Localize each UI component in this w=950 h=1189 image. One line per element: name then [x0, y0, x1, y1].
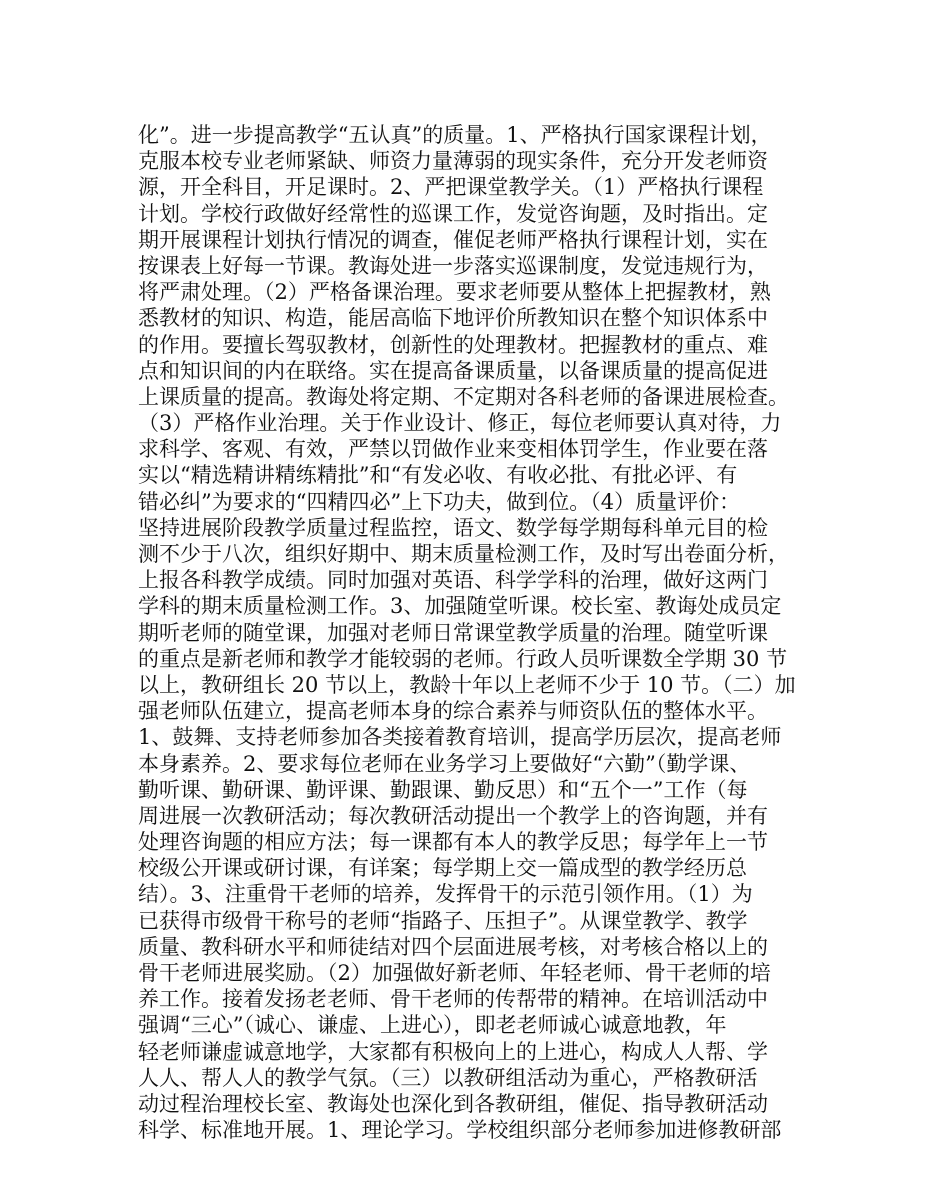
text-line: 养工作。接着发扬老老师、骨干老师的传帮带的精神。在培训活动中 — [138, 987, 768, 1012]
text-line: 人人、帮人人的教学气氛。（三）以教研组活动为重心，严格教研活 — [138, 1065, 758, 1090]
text-line: 期开展课程计划执行情况的调查，催促老师严格执行课程计划，实在 — [138, 227, 768, 252]
text-line: 求科学、客观、有效，严禁以罚做作业来变相体罚学生，作业要在落 — [138, 437, 768, 462]
text-line: 学科的期末质量检测工作。3、加强随堂听课。校长室、教诲处成员定 — [138, 594, 782, 619]
text-line: 悉教材的知识、构造，能居高临下地评价所教知识在整个知识体系中 — [138, 306, 768, 331]
text-line: 骨干老师进展奖励。（2）加强做好新老师、年轻老师、骨干老师的培 — [138, 961, 771, 985]
text-line: 强调“三心”（诚心、谦虚、上进心），即老老师诚心诚意地教，年 — [138, 1013, 727, 1038]
text-line: 的重点是新老师和教学才能较弱的老师。行政人员听课数全学期 30 节 — [138, 646, 788, 671]
text-line: 计划。学校行政做好经常性的巡课工作，发觉咨询题，及时指出。定 — [138, 201, 768, 226]
text-line: 实以“精选精讲精练精批”和“有发必收、有收必批、有批必评、有 — [138, 463, 738, 488]
text-line: 科学、标准地开展。1、理论学习。学校组织部分老师参加进修教研部 — [138, 1118, 782, 1143]
text-line: 源，开全科目，开足课时。2、严把课堂教学关。（1）严格执行课程 — [138, 175, 764, 200]
text-line: 化”。进一步提高教学“五认真”的质量。1、严格执行国家课程计划， — [138, 123, 772, 147]
text-line: 的作用。要擅长驾驭教材，创新性的处理教材。把握教材的重点、难 — [138, 332, 768, 357]
text-line: 动过程治理校长室、教诲处也深化到各教研组，催促、指导教研活动 — [138, 1091, 768, 1116]
text-line: 测不少于八次，组织好期中、期末质量检测工作，及时写出卷面分析， — [138, 542, 789, 566]
text-line: 已获得市级骨干称号的老师“指路子、压担子”。从课堂教学、教学 — [138, 908, 748, 933]
text-line: 上课质量的提高。教诲处将定期、不定期对各科老师的备课进展检查。 — [138, 384, 789, 409]
text-line: 上报各科教学成绩。同时加强对英语、科学学科的治理，做好这两门 — [138, 568, 768, 593]
text-line: 期听老师的随堂课，加强对老师日常课堂教学质量的治理。随堂听课 — [138, 620, 768, 645]
text-line: 勤听课、勤研课、勤评课、勤跟课、勤反思）和“五个一”工作（每 — [138, 777, 748, 802]
text-line: （3）严格作业治理。关于作业设计、修正，每位老师要认真对待，力 — [138, 411, 782, 436]
text-line: 强老师队伍建立，提高老师本身的综合素养与师资队伍的整体水平。 — [138, 699, 768, 724]
text-line: 周进展一次教研活动；每次教研活动提出一个教学上的咨询题，并有 — [138, 803, 768, 828]
text-line: 按课表上好每一节课。教诲处进一步落实巡课制度，发觉违规行为， — [138, 253, 768, 278]
text-line: 结）。3、注重骨干老师的培养，发挥骨干的示范引领作用。（1）为 — [138, 882, 753, 907]
text-line: 将严肃处理。（2）严格备课治理。要求老师要从整体上把握教材，熟 — [138, 280, 771, 305]
text-line: 以上，教研组长 20 节以上，教龄十年以上老师不少于 10 节。（二）加 — [138, 672, 796, 697]
text-line: 1、鼓舞、支持老师参加各类接着教育培训，提高学历层次，提高老师 — [138, 725, 782, 750]
text-line: 坚持进展阶段教学质量过程监控，语文、数学每学期每科单元目的检 — [138, 515, 768, 540]
text-line: 校级公开课或研讨课，有详案；每学期上交一篇成型的教学经历总 — [138, 856, 747, 881]
body-text — [138, 122, 828, 1143]
text-line: 质量、教科研水平和师徒结对四个层面进展考核，对考核合格以上的 — [138, 934, 768, 959]
text-line: 本身素养。2、要求每位老师在业务学习上要做好“六勤”（勤学课、 — [138, 751, 751, 776]
text-line: 处理咨询题的相应方法；每一课都有本人的教学反思；每学年上一节 — [138, 830, 768, 855]
text-line: 错必纠”为要求的“四精四必”上下功夫，做到位。（4）质量评价： — [138, 489, 741, 514]
text-line: 点和知识间的内在联络。实在提高备课质量，以备课质量的提高促进 — [138, 358, 768, 383]
text-line: 克服本校专业老师紧缺、师资力量薄弱的现实条件，充分开发老师资 — [138, 149, 768, 174]
text-line: 轻老师谦虚诚意地学，大家都有积极向上的上进心，构成人人帮、学 — [138, 1039, 768, 1064]
